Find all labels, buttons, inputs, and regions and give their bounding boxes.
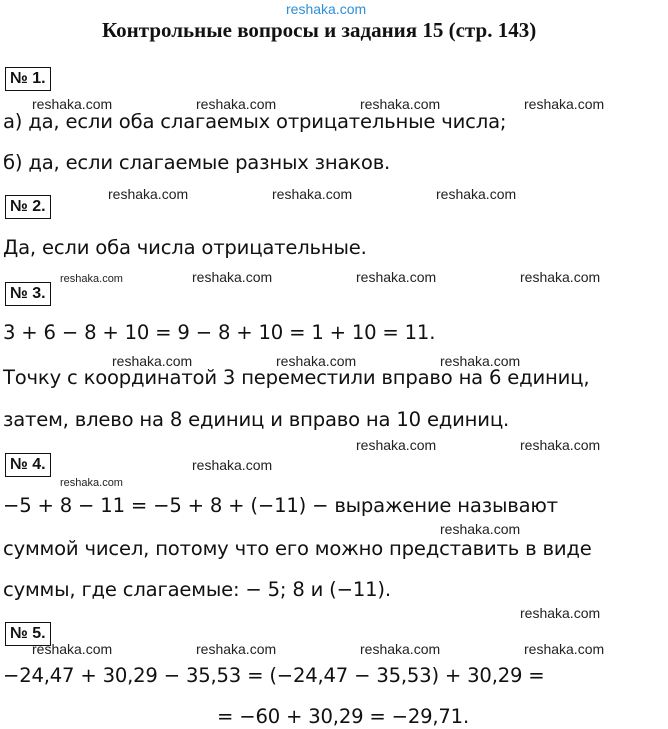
watermark: reshaka.com: [192, 269, 273, 285]
watermark: reshaka.com: [276, 353, 357, 369]
watermark: reshaka.com: [360, 96, 441, 112]
watermark: reshaka.com: [360, 641, 441, 657]
site-header: reshaka.com: [286, 1, 367, 17]
watermark: reshaka.com: [272, 186, 353, 202]
watermark: reshaka.com: [196, 96, 277, 112]
task-2-line-1: Да, если оба числа отрицательные.: [3, 236, 367, 259]
watermark: reshaka.com: [192, 457, 273, 473]
watermark: reshaka.com: [520, 605, 601, 621]
watermark: reshaka.com: [440, 353, 521, 369]
watermark: reshaka.com: [108, 186, 189, 202]
watermark: reshaka.com: [440, 521, 521, 537]
watermark: reshaka.com: [520, 269, 601, 285]
task-4-line-3: суммы, где слагаемые: − 5; 8 и (−11).: [3, 578, 391, 601]
watermark: reshaka.com: [356, 437, 437, 453]
watermark: reshaka.com: [436, 186, 517, 202]
task-3-line-1: 3 + 6 − 8 + 10 = 9 − 8 + 10 = 1 + 10 = 11.: [3, 321, 436, 344]
task-4-badge: № 4.: [5, 453, 51, 477]
task-5-badge: № 5.: [5, 622, 51, 646]
task-3-line-3: затем, влево на 8 единиц и вправо на 10 единиц.: [3, 408, 509, 431]
watermark: reshaka.com: [356, 269, 437, 285]
task-3-line-2: Точку с координатой 3 переместили вправо на 6 единиц,: [3, 366, 590, 389]
task-1-line-1: а) да, если оба слагаемых отрицательные числа;: [3, 110, 507, 133]
watermark: reshaka.com: [196, 641, 277, 657]
task-5-line-2: = −60 + 30,29 = −29,71.: [217, 705, 469, 728]
task-4-line-1: −5 + 8 − 11 = −5 + 8 + (−11) − выражение называют: [3, 494, 558, 517]
watermark: reshaka.com: [60, 273, 123, 285]
task-1-badge: № 1.: [5, 67, 51, 91]
watermark: reshaka.com: [60, 477, 123, 489]
watermark: reshaka.com: [524, 641, 605, 657]
watermark: reshaka.com: [32, 96, 113, 112]
task-1-line-2: б) да, если слагаемые разных знаков.: [3, 151, 391, 174]
watermark: reshaka.com: [524, 96, 605, 112]
watermark: reshaka.com: [32, 641, 113, 657]
watermark: reshaka.com: [112, 353, 193, 369]
task-5-line-1: −24,47 + 30,29 − 35,53 = (−24,47 − 35,53) + 30,29 =: [3, 664, 545, 687]
task-2-badge: № 2.: [5, 195, 51, 219]
task-3-badge: № 3.: [5, 282, 51, 306]
page-title: Контрольные вопросы и задания 15 (стр. 143): [102, 18, 537, 42]
watermark: reshaka.com: [520, 437, 601, 453]
task-4-line-2: суммой чисел, потому что его можно представить в виде: [3, 537, 592, 560]
